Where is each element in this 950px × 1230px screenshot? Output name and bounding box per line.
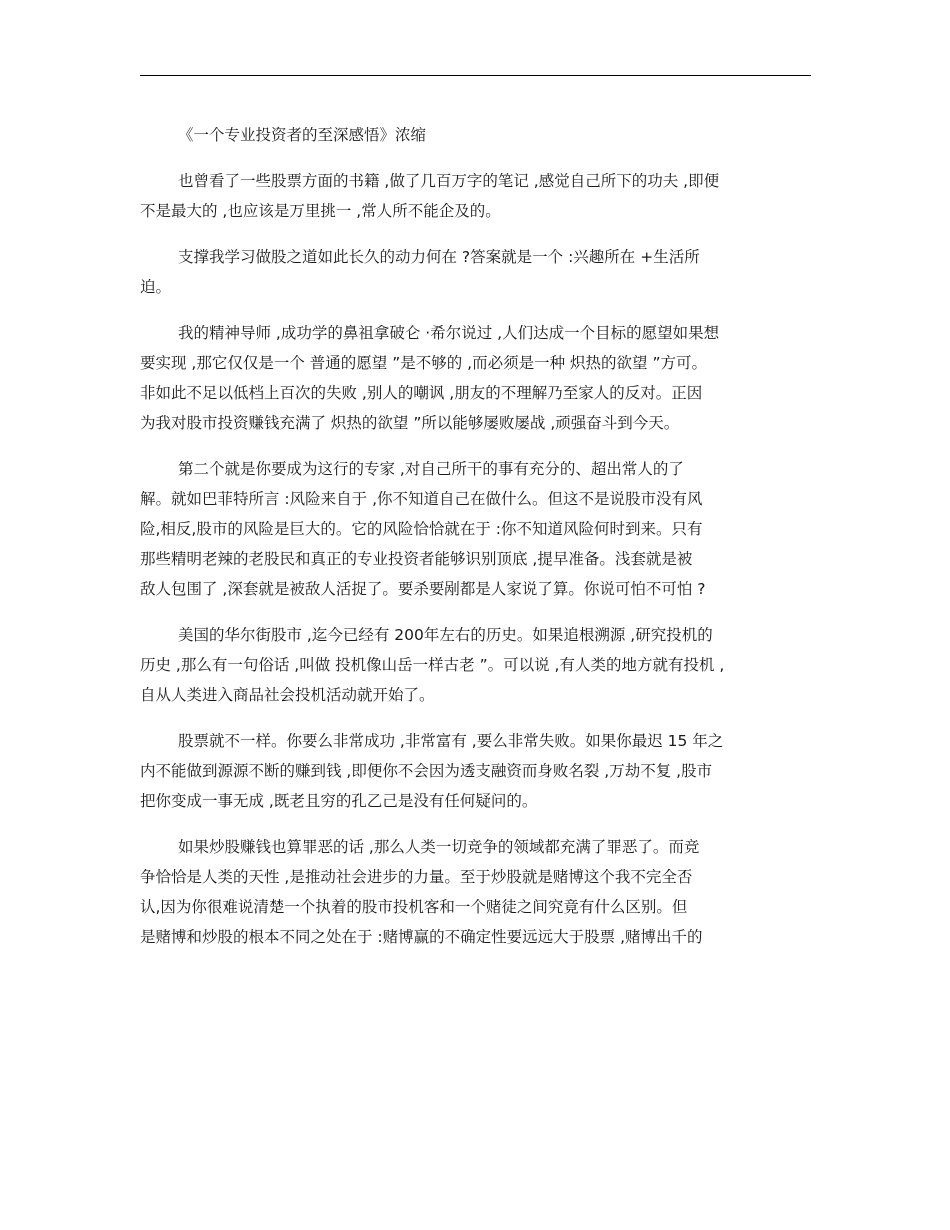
paragraph-line: 为我对股市投资赚钱充满了 炽热的欲望 ”所以能够屡败屡战 ,顽强奋斗到今天。 [140, 414, 680, 432]
paragraph-list [140, 166, 811, 952]
paragraph-line: 内不能做到源源不断的赚到钱 ,即便你不会因为透支融资而身败名裂 ,万劫不复 ,股市 [140, 762, 713, 780]
paragraph-line: 如果炒股赚钱也算罪恶的话 ,那么人类一切竞争的领域都充满了罪恶了。而竞 [178, 838, 700, 856]
paragraph [140, 318, 811, 438]
paragraph-line: 险,相反,股市的风险是巨大的。它的风险恰恰就在于 :你不知道风险何时到来。只有 [140, 520, 703, 538]
paragraph [140, 832, 811, 952]
paragraph-line: 不是最大的 ,也应该是万里挑一 ,常人所不能企及的。 [140, 202, 501, 220]
header-rule [140, 75, 811, 76]
paragraph-line: 我的精神导师 ,成功学的鼻祖拿破仑 ·希尔说过 ,人们达成一个目标的愿望如果想 [178, 324, 720, 342]
paragraph-line: 认,因为你很难说清楚一个执着的股市投机客和一个赌徒之间究竟有什么区别。但 [140, 898, 688, 916]
paragraph-line: 敌人包围了 ,深套就是被敌人活捉了。要杀要剐都是人家说了算。你说可怕不可怕 ? [140, 580, 706, 598]
paragraph-line: 解。就如巴菲特所言 :风险来自于 ,你不知道自己在做什么。但这不是说股市没有风 [140, 490, 703, 508]
paragraph-line: 第二个就是你要成为这行的专家 ,对自己所干的事有充分的、超出常人的了 [178, 460, 684, 478]
paragraph-line: 是赌博和炒股的根本不同之处在于 :赌博赢的不确定性要远远大于股票 ,赌博出千的 [140, 928, 703, 946]
document-body [140, 120, 811, 952]
paragraph-line: 迫。 [140, 278, 172, 296]
paragraph-line: 自从人类进入商品社会投机活动就开始了。 [140, 686, 435, 704]
paragraph [140, 454, 811, 604]
paragraph-line: 历史 ,那么有一句俗话 ,叫做 投机像山岳一样古老 ”。可以说 ,有人类的地方就有投机 , [140, 656, 725, 674]
paragraph [140, 242, 811, 302]
paragraph-line: 要实现 ,那它仅仅是一个 普通的愿望 ”是不够的 ,而必须是一种 炽热的欲望 ”方可。 [140, 354, 707, 372]
paragraph-line: 支撑我学习做股之道如此长久的动力何在 ?答案就是一个 :兴趣所在 +生活所 [178, 248, 700, 266]
paragraph-line: 那些精明老辣的老股民和真正的专业投资者能够识别顶底 ,提早准备。浅套就是被 [140, 550, 693, 568]
paragraph [140, 620, 811, 710]
paragraph-line: 非如此不足以低档上百次的失败 ,别人的嘲讽 ,朋友的不理解乃至家人的反对。正因 [140, 384, 703, 402]
document-title: 《一个专业投资者的至深感悟》浓缩 [178, 126, 427, 144]
paragraph-line: 也曾看了一些股票方面的书籍 ,做了几百万字的笔记 ,感觉自己所下的功夫 ,即便 [178, 172, 720, 190]
paragraph-line: 争恰恰是人类的天性 ,是推动社会进步的力量。至于炒股就是赌博这个我不完全否 [140, 868, 693, 886]
paragraph-line: 股票就不一样。你要么非常成功 ,非常富有 ,要么非常失败。如果你最迟 15 年之 [178, 732, 724, 750]
paragraph-line: 美国的华尔街股市 ,迄今已经有 200年左右的历史。如果追根溯源 ,研究投机的 [178, 626, 713, 644]
paragraph [140, 166, 811, 226]
paragraph [140, 726, 811, 816]
paragraph-line: 把你变成一事无成 ,既老且穷的孔乙己是没有任何疑问的。 [140, 792, 538, 810]
